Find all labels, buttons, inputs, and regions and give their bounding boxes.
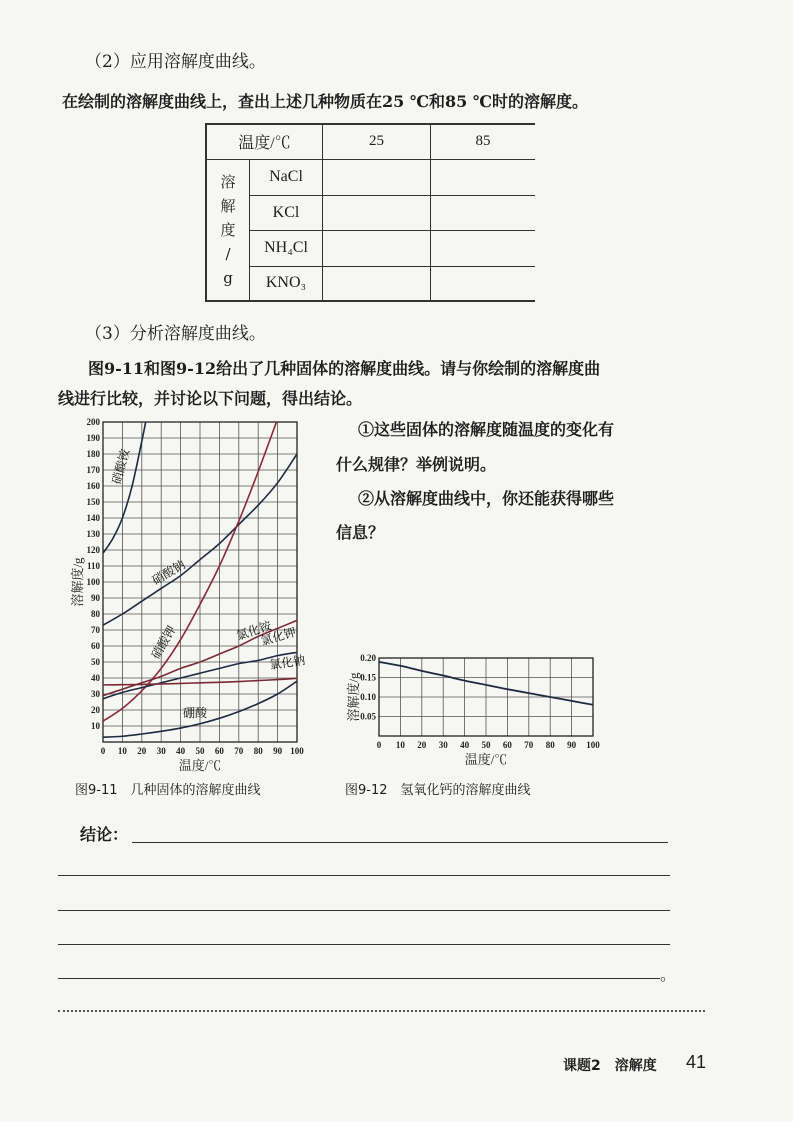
figure-9-12-caption: 图9-12 氢氧化钙的溶解度曲线 (345, 783, 531, 798)
y-tick-label: 180 (86, 449, 100, 459)
section3-para-line1: 图9-11和图9-12给出了几种固体的溶解度曲线。请与你绘制的溶解度曲 (88, 359, 601, 378)
x-tick-label: 50 (481, 740, 491, 750)
y-tick-label: 140 (86, 513, 100, 523)
x-axis-title: 温度/℃ (178, 758, 222, 773)
y-tick-label: 200 (86, 417, 100, 427)
y-tick-label: 130 (86, 529, 100, 539)
x-tick-label: 90 (567, 740, 577, 750)
curve-label: 氯化钾 (259, 625, 298, 648)
y-tick-label: 150 (86, 497, 100, 507)
curve-label: 氯化钠 (268, 653, 307, 672)
conclusion-answer-line[interactable] (132, 842, 668, 843)
x-tick-label: 90 (273, 746, 283, 756)
y-tick-label: 100 (86, 577, 100, 587)
y-tick-label: 40 (91, 673, 100, 683)
x-tick-label: 80 (545, 740, 555, 750)
conclusion-label: 结论： (80, 825, 129, 844)
x-tick-label: 20 (417, 740, 427, 750)
x-axis-title: 温度/℃ (464, 752, 508, 767)
x-tick-label: 30 (156, 746, 166, 756)
question2-line1: ②从溶解度曲线中，你还能获得哪些 (358, 489, 615, 508)
y-tick-label: 80 (91, 609, 100, 619)
conclusion-answer-line[interactable] (58, 944, 670, 945)
x-tick-label: 40 (460, 740, 470, 750)
curve-label: 硝酸铵 (109, 447, 133, 486)
table-header-25: 25 (323, 124, 431, 159)
question1-line1: ①这些固体的溶解度随温度的变化有 (358, 420, 615, 439)
table-row-nacl: NaCl (250, 159, 323, 195)
x-tick-label: 100 (290, 746, 304, 756)
x-tick-label: 60 (502, 740, 512, 750)
y-tick-label: 0.05 (360, 711, 376, 722)
dotted-divider (58, 1010, 705, 1012)
curve-label: 氯化铵 (234, 618, 274, 643)
table-row-nh4cl: NH₄Cl (250, 230, 323, 266)
curve-label: 硝酸钠 (149, 557, 188, 588)
y-tick-label: 10 (91, 721, 100, 731)
y-tick-label: 190 (86, 433, 100, 443)
x-tick-label: 10 (395, 740, 405, 750)
y-tick-label: 0.15 (360, 672, 376, 683)
x-tick-label: 0 (376, 740, 382, 750)
section2-instruction: 在绘制的溶解度曲线上，查出上述几种物质在25 ℃和85 ℃时的溶解度。 (62, 92, 589, 111)
conclusion-answer-line[interactable] (58, 978, 660, 979)
table-header-temp: 温度/℃ (206, 124, 323, 159)
x-tick-label: 30 (438, 740, 448, 750)
x-tick-label: 70 (234, 746, 244, 756)
y-tick-label: 70 (91, 625, 100, 635)
table-row-kcl: KCl (250, 195, 323, 230)
figure-9-11-caption: 图9-11 几种固体的溶解度曲线 (75, 783, 261, 798)
y-tick-label: 160 (86, 481, 100, 491)
y-tick-label: 60 (91, 641, 100, 651)
y-tick-label: 50 (91, 657, 100, 667)
x-tick-label: 100 (586, 740, 600, 750)
section2-heading: （2）应用溶解度曲线。 (85, 52, 266, 72)
y-tick-label: 110 (86, 561, 100, 571)
y-tick-label: 30 (91, 689, 100, 699)
x-tick-label: 0 (100, 746, 106, 756)
x-tick-label: 40 (176, 746, 186, 756)
y-tick-label: 0.20 (360, 653, 376, 663)
x-tick-label: 60 (214, 746, 224, 756)
table-row-kno3: KNO₃ (250, 266, 323, 301)
table-row-group-label: 溶 解 度 / g (206, 159, 250, 301)
y-tick-label: 120 (86, 545, 100, 555)
question1-line2: 什么规律？举例说明。 (336, 455, 497, 474)
y-tick-label: 0.10 (360, 692, 376, 702)
x-tick-label: 10 (117, 746, 127, 756)
y-axis-title: 溶解度/g (70, 557, 85, 607)
curve-label: 硝酸钾 (148, 623, 179, 662)
footer-topic: 课题2 溶解度 (563, 1058, 657, 1074)
conclusion-end-mark: 。 (660, 965, 677, 984)
y-axis-title: 溶解度/g (346, 672, 361, 722)
curve-label: 硼酸 (183, 706, 208, 720)
x-tick-label: 50 (195, 746, 205, 756)
x-tick-label: 80 (253, 746, 263, 756)
y-tick-label: 20 (91, 705, 100, 715)
y-tick-label: 90 (91, 593, 100, 603)
section3-para-line2: 线进行比较，并讨论以下问题，得出结论。 (58, 389, 363, 408)
conclusion-answer-line[interactable] (58, 910, 670, 911)
question2-line2: 信息？ (336, 523, 385, 542)
x-tick-label: 20 (137, 746, 147, 756)
x-tick-label: 70 (524, 740, 534, 750)
section3-heading: （3）分析溶解度曲线。 (85, 324, 266, 344)
table-header-85: 85 (431, 124, 536, 159)
y-tick-label: 170 (86, 465, 100, 475)
page-number: 41 (686, 1052, 707, 1072)
conclusion-answer-line[interactable] (58, 875, 670, 876)
